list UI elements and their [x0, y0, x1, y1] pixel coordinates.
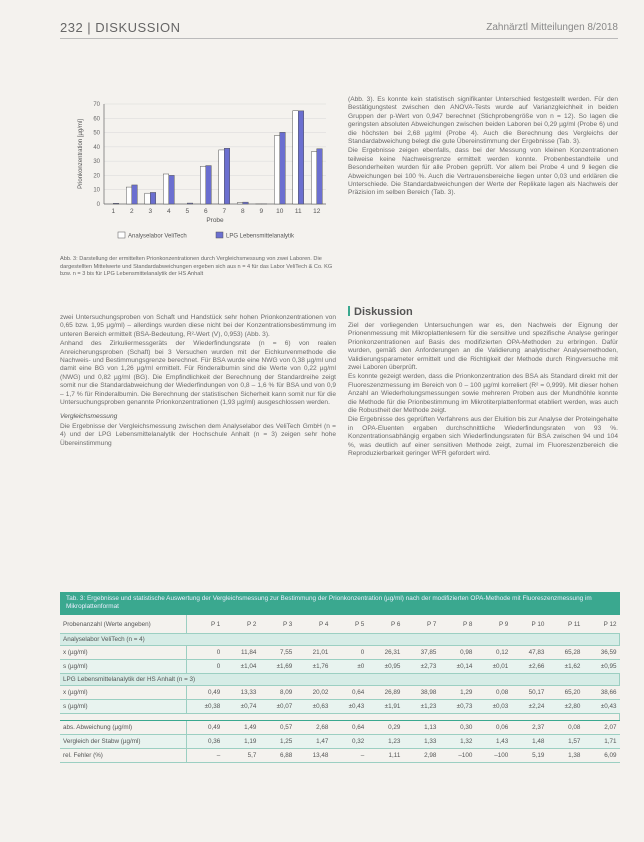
paragraph: Es konnte gezeigt werden, dass die Prionkonzentration des BSA als Standard direkt mit der Fluoreszenzmessung im Bereich von 0 – 100 µg/ml korreliert (R² = 0,999). Mit dieser hohen Anzahl an Wiederholungsmessungen sowie mehreren Proben aus der Mundhöhle konnte die Methode für die Prionbestimmung im Mikrotiterplattenformat etabliert werden, was auch die Robustheit der Methode zeigt. — [348, 373, 618, 415]
x-tick-label: 12 — [313, 208, 321, 215]
table-cell: ±1,04 — [223, 660, 259, 674]
legend-label: Analyselabor VeliTech — [128, 233, 187, 240]
x-tick-label: 10 — [276, 208, 284, 215]
table-row — [60, 660, 620, 674]
y-tick-label: 40 — [93, 144, 100, 151]
table-cell: ±1,23 — [403, 700, 439, 714]
x-tick-label: 5 — [185, 208, 190, 215]
table-cell: ±0,38 — [187, 700, 224, 714]
x-tick-label: 2 — [129, 208, 134, 215]
table-cell: 6,88 — [259, 749, 295, 763]
section-heading — [348, 306, 413, 318]
group-title: LPG Lebensmittelanalytik der HS Anhalt (n = 3) — [60, 674, 620, 686]
bar — [317, 149, 323, 204]
table-cell: x (µg/ml) — [60, 686, 187, 700]
heading-marker — [348, 306, 350, 316]
table-row — [60, 686, 620, 700]
table-cell: P 11 — [547, 615, 583, 634]
table-cell: 0,57 — [259, 721, 295, 735]
x-tick-label: 1 — [111, 208, 116, 215]
table-cell: P 1 — [187, 615, 224, 634]
table-cell: rel. Fehler (%) — [60, 749, 187, 763]
bar — [298, 111, 304, 204]
x-tick-label: 11 — [294, 208, 302, 215]
table-cell: 0,64 — [331, 721, 367, 735]
y-axis-label: Prionkonzentration [µg/ml] — [78, 119, 84, 189]
paragraph: zwei Untersuchungsproben von Schaft und Handstück sehr hohen Prionkonzentrationen von 0,65 bzw. 1,95 µg/ml) – allerdings wurden diese nicht bei der Konzentrationsbestimmung im unteren Bereich ermittelt (BSA-Bedeutung, R²-Wert (V), 0,953) (Abb. 3). — [60, 314, 336, 338]
table-cell: ±1,76 — [295, 660, 331, 674]
x-tick-label: 6 — [203, 208, 208, 215]
table-cell: – — [187, 749, 224, 763]
table-cell: 26,89 — [367, 686, 403, 700]
table-cell: 1,47 — [295, 735, 331, 749]
paragraph: Die Ergebnisse der Vergleichsmessung zwischen dem Analyselabor des VeliTech GmbH (n = 4) und der LPG Lebensmittelanalytik der Hochschule Anhalt (n = 3) zeigen sehr hohe Übereinstimmung — [60, 422, 336, 447]
table-cell: P 8 — [439, 615, 475, 634]
table-cell: 0,98 — [439, 646, 475, 660]
table-cell: 0,12 — [475, 646, 511, 660]
table-row — [60, 700, 620, 714]
table-cell: 0 — [187, 660, 224, 674]
table-cell: 0,08 — [475, 686, 511, 700]
table-cell: P 4 — [295, 615, 331, 634]
page-header-left: 232 | DISKUSSION — [60, 20, 181, 35]
y-tick-label: 30 — [93, 159, 100, 166]
table-cell: 8,09 — [259, 686, 295, 700]
bar — [126, 187, 132, 204]
table-cell: 1,33 — [403, 735, 439, 749]
right-column-top — [348, 96, 618, 199]
bar — [206, 166, 212, 204]
table-cell: 65,28 — [547, 646, 583, 660]
table-cell: 0,64 — [331, 686, 367, 700]
table-cell: P 12 — [583, 615, 619, 634]
y-tick-label: 20 — [93, 173, 100, 180]
y-tick-label: 60 — [93, 116, 100, 123]
table-cell: 0,06 — [475, 721, 511, 735]
table-cell: ±0,73 — [439, 700, 475, 714]
bar — [132, 185, 138, 204]
table-cell: 0,32 — [331, 735, 367, 749]
table-cell: 0 — [187, 646, 224, 660]
bar — [187, 203, 193, 204]
table-cell: ±2,80 — [547, 700, 583, 714]
table-cell: ±1,69 — [259, 660, 295, 674]
table-caption: Tab. 3: Ergebnisse und statistische Auswertung der Vergleichsmessung zur Bestimmung der Prionkonzentration (µg/ml) nach der modifizierten OPA-Methode mit Fluoreszenzmessung im Mikroplattenformat — [60, 592, 620, 615]
table-cell: 1,71 — [583, 735, 619, 749]
table-cell: 1,19 — [223, 735, 259, 749]
x-tick-label: 3 — [148, 208, 153, 215]
x-tick-label: 9 — [259, 208, 264, 215]
table-cell: 37,85 — [403, 646, 439, 660]
table-cell: ±0,03 — [475, 700, 511, 714]
table-cell: s (µg/ml) — [60, 700, 187, 714]
table-cell: P 2 — [223, 615, 259, 634]
table-cell: ±2,24 — [511, 700, 547, 714]
table-cell: ±1,62 — [547, 660, 583, 674]
table-cell: P 5 — [331, 615, 367, 634]
table-cell: ±0,74 — [223, 700, 259, 714]
page-header-right: Zahnärztl Mitteilungen 8/2018 — [486, 22, 618, 33]
table-cell: ±1,91 — [367, 700, 403, 714]
legend-swatch — [216, 232, 223, 238]
table-cell: 2,07 — [583, 721, 619, 735]
table-cell: 5,19 — [511, 749, 547, 763]
table-cell: x (µg/ml) — [60, 646, 187, 660]
table-cell: ±2,66 — [511, 660, 547, 674]
table-cell: P 6 — [367, 615, 403, 634]
bar — [274, 136, 280, 204]
table-group-row — [60, 674, 620, 686]
legend-swatch — [118, 232, 125, 238]
bar — [150, 192, 156, 204]
table-cell: 65,20 — [547, 686, 583, 700]
bar — [280, 132, 286, 204]
table-cell: 1,43 — [475, 735, 511, 749]
table-cell: 50,17 — [511, 686, 547, 700]
bar — [145, 193, 151, 204]
table-group-row — [60, 634, 620, 646]
table-cell: 2,98 — [403, 749, 439, 763]
header-rule — [60, 38, 618, 39]
table-cell: 1,32 — [439, 735, 475, 749]
y-tick-label: 0 — [96, 202, 100, 208]
table-cell: 38,98 — [403, 686, 439, 700]
right-column-bottom — [348, 322, 618, 460]
left-column — [60, 314, 336, 449]
table-cell: 0,49 — [187, 686, 224, 700]
table-cell: 11,84 — [223, 646, 259, 660]
x-axis-label: Probe — [206, 217, 224, 224]
table-cell: 1,38 — [547, 749, 583, 763]
table-cell: 38,66 — [583, 686, 619, 700]
table-cell: 20,02 — [295, 686, 331, 700]
bar — [243, 202, 249, 204]
bar — [163, 174, 169, 204]
paragraph: Ziel der vorliegenden Untersuchungen war es, den Nachweis der Eignung der Prionenmessung mit Mikroplattenlesern für die sensitive und spezifische Analyse geringer Prionkonzentrationen auf Basis des modifizierten OPA-Methoden zu erbringen. Dafür wurden, gemäß den Anforderungen an die Validierung analytischer Analysemethoden, Validierungsparameter ermittelt und die Richtigkeit der Methode durch Ringversuche mit zwei Laboren überprüft. — [348, 322, 618, 372]
paragraph: (Abb. 3). Es konnte kein statistisch signifikanter Unterschied festgestellt werden. Für den Bestätigungstest zwischen den ANOVA-Tests wurde auf Varianzgleichheit in beiden Gruppen der p-Wert von 0,947 berechnet (Stichprobengröße von n = 12). So lagen die geringsten absoluten Abweichungen zwischen beiden Laboren bei 0,29 µg/ml (Probe 6) und die höchsten bei 2,68 µg/ml (Probe 4). Auch die Berechnung des Vergleichs der Standardabweichung belegt die gute Übereinstimmung der Ergebnisse (Tab. 3). — [348, 96, 618, 146]
spacer-cell — [60, 714, 620, 721]
table-cell: 1,49 — [223, 721, 259, 735]
table-cell: –100 — [475, 749, 511, 763]
bar — [219, 150, 225, 204]
table-cell: 0,49 — [187, 721, 224, 735]
legend-label: LPG Lebensmittelanalytik — [226, 233, 295, 240]
table-row — [60, 721, 620, 735]
table-cell: –100 — [439, 749, 475, 763]
table-row — [60, 749, 620, 763]
paragraph: Die Ergebnisse des geprüften Verfahrens aus der Eluition bis zur Analyse der Proteingehalte in OPA-Eluenten ergaben durchschnittliche Wiederfindungsraten von 93 %. Konzentrationsabhängig ergaben sich Wiederfindungsraten für BSA zwischen 94 und 104 %, was deutlich auf einer sensitiven Methode zeigt, zumal im Fluoreszenzbereich die Reproduzierbarkeit geringer WFR gefordert wird. — [348, 416, 618, 458]
table-cell: P 7 — [403, 615, 439, 634]
table-cell: 1,25 — [259, 735, 295, 749]
table-cell: 7,55 — [259, 646, 295, 660]
table-cell: ±0,01 — [475, 660, 511, 674]
bar — [293, 111, 299, 204]
table-cell: 5,7 — [223, 749, 259, 763]
paragraph: Anhand des Zirkuliermessgeräts der Wiederfindungsrate (n = 6) von realen Anreicherungsproben (Schaft) bei 3 Versuchen wurden mit der Eichkurvenmethode die Nachweis- und Bestimmungsgrenze berechnet. Für BSA wurde eine NWG von 0,38 µg/ml und damit eine BG von 1,26 µg/ml ermittelt. Für Rinderalbumin sind die Werte von 0,22 µg/ml (NWG) und 0,82 µg/ml (BG). Die Empfindlichkeit der Berechnung der Standardreihe zeigt somit nur die Standardabweichung der Wiederfindungen von 0,8 – 1,6 % für BSA und von 0,9 – 1,7 % für Rinderalbumin. Die Berechnung der statistischen Sicherheit kann somit nur für die Untersuchungsproben genannte Prionkonzentrationen (1,93 µg/ml) ausgeschlossen werden. — [60, 340, 336, 407]
bar — [169, 175, 175, 204]
section-heading-text: Diskussion — [354, 306, 413, 318]
table-cell: 0,36 — [187, 735, 224, 749]
bar — [224, 148, 230, 204]
bar — [311, 152, 317, 204]
table-cell: s (µg/ml) — [60, 660, 187, 674]
table-cell: P 10 — [511, 615, 547, 634]
results-table — [60, 592, 620, 763]
table-cell: 36,59 — [583, 646, 619, 660]
table-cell: 13,48 — [295, 749, 331, 763]
table-cell: ±0 — [331, 660, 367, 674]
table-header-row — [60, 615, 620, 634]
table-cell: ±0,95 — [583, 660, 619, 674]
x-tick-label: 8 — [240, 208, 245, 215]
table-cell: 2,37 — [511, 721, 547, 735]
subheading: Vergleichsmessung — [60, 413, 118, 421]
bar-chart — [60, 96, 338, 256]
table-cell: 1,48 — [511, 735, 547, 749]
y-tick-label: 10 — [93, 187, 100, 194]
table-cell: 26,31 — [367, 646, 403, 660]
table-cell: – — [331, 749, 367, 763]
table-cell: ±0,43 — [331, 700, 367, 714]
table-cell: 1,57 — [547, 735, 583, 749]
table-cell: 6,09 — [583, 749, 619, 763]
table-cell: 13,33 — [223, 686, 259, 700]
bar — [237, 203, 243, 204]
table-cell: 2,68 — [295, 721, 331, 735]
table-cell: 1,11 — [367, 749, 403, 763]
group-title: Analyselabor VeliTech (n = 4) — [60, 634, 620, 646]
table-cell: 47,83 — [511, 646, 547, 660]
table-cell: ±0,95 — [367, 660, 403, 674]
table-cell: 1,13 — [403, 721, 439, 735]
table-cell: 0,08 — [547, 721, 583, 735]
x-tick-label: 4 — [166, 208, 171, 215]
table-cell: Probenanzahl (Werte angeben) — [60, 615, 187, 634]
table-row — [60, 735, 620, 749]
table-cell: ±0,63 — [295, 700, 331, 714]
bar — [113, 203, 119, 204]
paragraph: Die Ergebnisse zeigen ebenfalls, dass bei der Messung von kleinen Konzentrationen teilweise keine Nachweisgrenze ermittelt werden konnte. Probenbestandteile und Besonderheiten wurden für alle Proben geprüft. Vor allem bei Probe 4 und 9 liegen die Abweichungen bei 100 %. Auch die Vertrauensbereiche liegen unter 0,03 und erklären die Unterschiede. Die Standardabweichungen der Werte der Replikate lagen als Nachweis der Präzision im selben Bereich (Tab. 3). — [348, 147, 618, 197]
table-cell: 1,23 — [367, 735, 403, 749]
table-cell: ±2,73 — [403, 660, 439, 674]
table-cell: Vergleich der Stabw (µg/ml) — [60, 735, 187, 749]
table-cell: ±0,14 — [439, 660, 475, 674]
y-tick-label: 50 — [93, 130, 100, 137]
table-cell: ±0,43 — [583, 700, 619, 714]
figure-caption: Abb. 3: Darstellung der ermittelten Prionkonzentrationen durch Vergleichsmessung von zwei Laboren. Die dargestellten Mittelwerte und Standardabweichungen ergeben sich aus n = 4 für das Labor VeliTech & Co. KG bzw. n = 3 bis für LPG Lebensmittelanalytik der HS Anhalt — [60, 256, 333, 277]
table-cell: ±0,07 — [259, 700, 295, 714]
table-cell: abs. Abweichung (µg/ml) — [60, 721, 187, 735]
y-tick-label: 70 — [93, 102, 100, 108]
table-spacer — [60, 714, 620, 721]
table-cell: 0,30 — [439, 721, 475, 735]
table-cell: 0 — [331, 646, 367, 660]
table-cell: 0,29 — [367, 721, 403, 735]
bar — [200, 166, 206, 204]
table-cell: 1,29 — [439, 686, 475, 700]
table-cell: 21,01 — [295, 646, 331, 660]
data-table — [60, 615, 620, 763]
table-cell: P 9 — [475, 615, 511, 634]
table-cell: P 3 — [259, 615, 295, 634]
x-tick-label: 7 — [222, 208, 227, 215]
table-row — [60, 646, 620, 660]
